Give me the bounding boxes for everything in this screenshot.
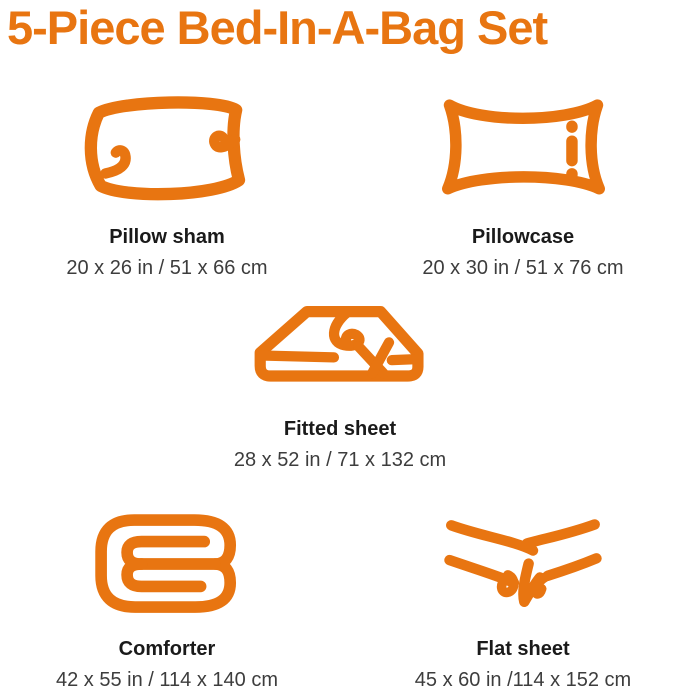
pillow-sham-icon <box>77 90 257 202</box>
set-item-comforter <box>32 512 302 688</box>
item-dimensions: 45 x 60 in /114 x 152 cm <box>414 669 632 688</box>
flat-sheet-icon <box>438 512 608 616</box>
set-item-fitted-sheet <box>205 304 475 472</box>
set-item-pillowcase <box>388 90 658 280</box>
pillowcase-icon <box>431 90 616 202</box>
item-dimensions: 28 x 52 in / 71 x 132 cm <box>233 449 447 471</box>
item-dimensions: 20 x 30 in / 51 x 76 cm <box>422 257 624 279</box>
item-name: Pillowcase <box>471 226 575 248</box>
item-name: Comforter <box>118 638 216 660</box>
item-name: Flat sheet <box>476 638 570 660</box>
page-title: 5-Piece Bed-In-A-Bag Set <box>7 1 548 54</box>
set-item-flat-sheet <box>388 512 658 688</box>
comforter-icon <box>93 512 241 616</box>
set-item-pillow-sham <box>32 90 302 280</box>
item-dimensions: 42 x 55 in / 114 x 140 cm <box>56 669 278 688</box>
item-name: Fitted sheet <box>283 418 397 440</box>
fitted-sheet-icon <box>249 304 431 392</box>
item-name: Pillow sham <box>109 226 225 248</box>
item-dimensions: 20 x 26 in / 51 x 66 cm <box>66 257 268 279</box>
